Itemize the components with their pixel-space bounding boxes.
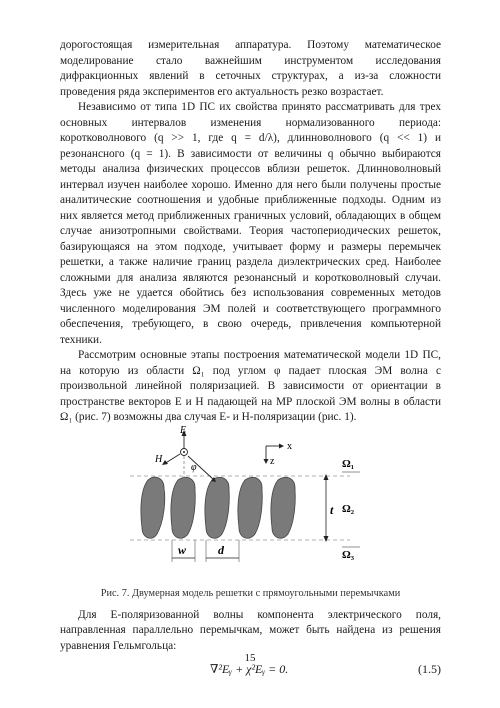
omega2-label: Ω₂ xyxy=(342,502,355,515)
grating-bar-2 xyxy=(171,477,195,538)
grating-bars xyxy=(141,477,295,538)
omega3-label: Ω₃ xyxy=(342,548,355,561)
grating-bar-1 xyxy=(141,477,165,538)
equation-number: (1.5) xyxy=(418,662,441,676)
figure-caption: Рис. 7. Двумерная модель решетки с прямоугольными перемычками xyxy=(100,587,401,599)
d-label: d xyxy=(218,542,224,557)
grating-bar-4 xyxy=(238,477,262,538)
grating-figure xyxy=(60,424,441,584)
paragraph-3: Рассмотрим основные этапы построения математической модели 1D ПС, на которую из области Ω₁ под углом φ падает плоская ЭМ волна с произвольной линейной поляризацией. В зависимости от ориентации в пространстве векторов E и H падающей на МР плоской ЭМ волны в области Ω₁ (рис. 7) возможны два случая E- и H-поляризации (рис. 1). xyxy=(60,349,441,423)
grating-diagram xyxy=(60,424,441,584)
page-number: 15 xyxy=(244,652,256,664)
e-label: E xyxy=(180,424,187,436)
grating-bar-5 xyxy=(271,477,295,538)
omega1-label: Ω₁ xyxy=(342,457,355,470)
paragraph-1: дорогостоящая измерительная аппаратура. Поэтому математическое моделирование стало важнейшим инструментом исследования дифракционных явлений в сеточных структурах, а из-за сложности проведения ряда экспериментов его актуальность резко возрастает. xyxy=(60,39,441,98)
page-body xyxy=(60,38,441,684)
grating-bar-3 xyxy=(205,477,229,538)
h-label: H xyxy=(155,453,163,465)
x-axis-label: x xyxy=(287,440,292,452)
phi-label: φ xyxy=(191,461,197,473)
paragraph-4: Для E-поляризованной волны компонента электрического поля, направленная параллельно перемычкам, может быть найдена из решения уравнения Гельмгольца: xyxy=(60,608,441,652)
equation-text: ∇²Eᵧ + χ²Eᵧ = 0. xyxy=(210,662,289,676)
z-axis-label: z xyxy=(270,455,275,467)
paragraph-2: Независимо от типа 1D ПС их свойства принято рассматривать для трех основных интервалов изменения нормализованного периода: коротковолнового (q >> 1, где q = d/λ), длинноволнового (q << 1) и резонансного (q = 1). В зависимости от величины q обычно выбираются методы анализа физических процессов вблизи решеток. Длинноволновый интервал изучен наиболее хорошо. Именно для него были получены простые аналитические соотношения и удобные приближенные подходы. Одним из них является метод приближенных граничных условий, обладающих в общем случае анизотропными свойствами. Теория частопериодических решеток, базирующаяся на этом подходе, учитывает форму и размеры перемычек решетки, а также наличие границ раздела диэлектрических сред. Наиболее сложными для анализа являются резонансный и коротковолновый случаи. Здесь уже не удается обойтись без использования современных методов численного моделирования ЭМ полей и соответствующего программного обеспечения, требующего, в свою очередь, привлечения компьютерной техники. xyxy=(60,101,441,346)
t-label: t xyxy=(330,502,334,517)
w-label: w xyxy=(178,542,187,557)
